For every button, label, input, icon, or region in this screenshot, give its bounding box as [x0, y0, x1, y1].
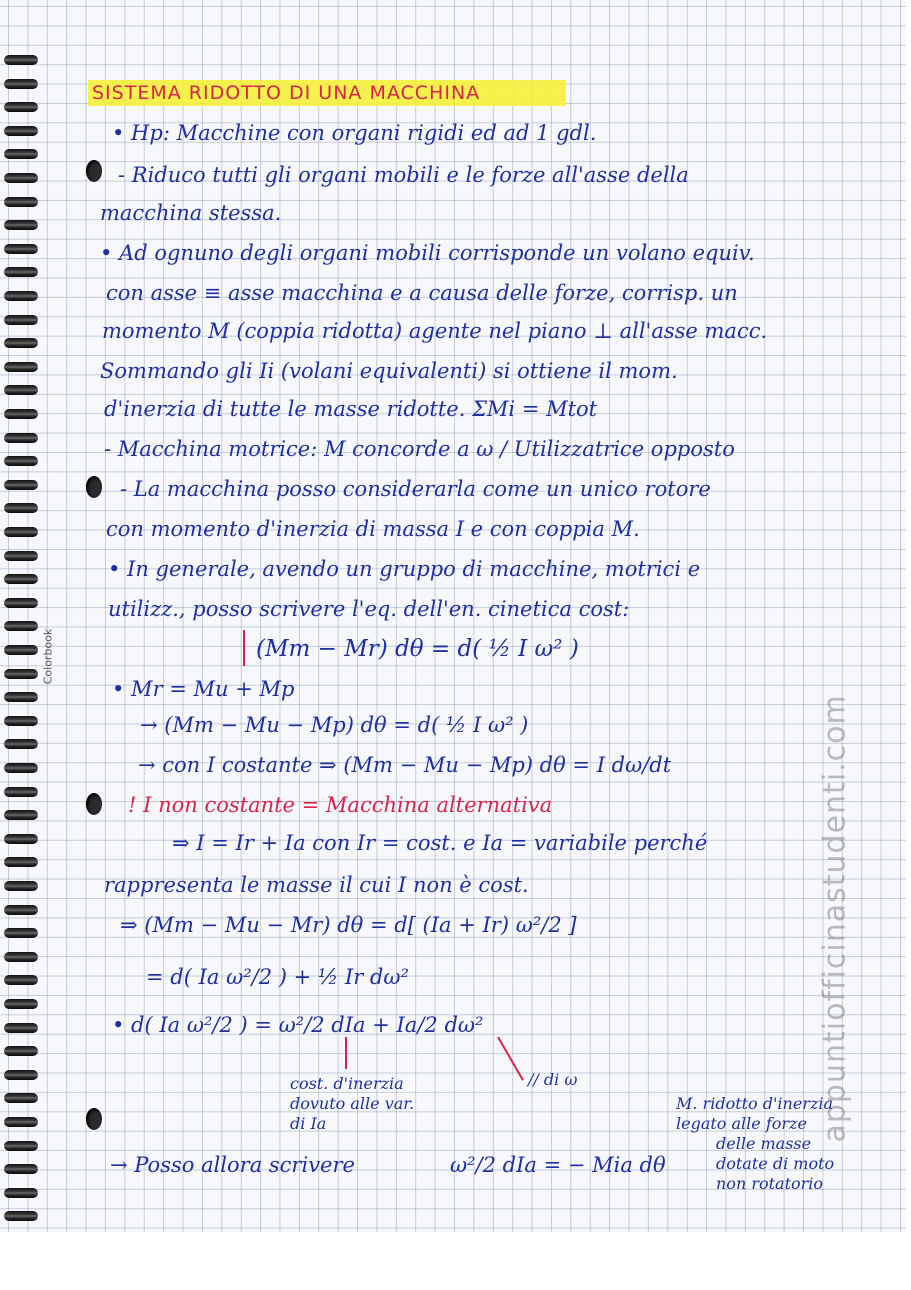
spiral-ring	[4, 55, 38, 65]
equation-energy: (Mm − Mr) dθ = d( ½ I ω² )	[256, 636, 579, 662]
spiral-ring	[4, 409, 38, 419]
spiral-binding	[0, 55, 44, 1235]
punch-hole	[86, 160, 102, 182]
spiral-ring	[4, 79, 38, 89]
spiral-ring	[4, 763, 38, 773]
punch-hole	[86, 1108, 102, 1130]
equation-line: = d( Ia ω²/2 ) + ½ Ir dω²	[146, 965, 409, 989]
punch-hole	[86, 476, 102, 498]
spiral-ring	[4, 975, 38, 985]
annotation-text: M. ridotto d'inerzia	[676, 1094, 834, 1113]
text-line: - Riduco tutti gli organi mobili e le forze all'asse della	[118, 163, 689, 187]
spiral-ring	[4, 1211, 38, 1221]
spiral-ring	[4, 810, 38, 820]
spiral-ring	[4, 551, 38, 561]
spiral-ring	[4, 1141, 38, 1151]
spiral-ring	[4, 1023, 38, 1033]
spiral-ring	[4, 1117, 38, 1127]
spiral-ring	[4, 739, 38, 749]
annotation-text: non rotatorio	[716, 1174, 824, 1193]
text-line: utilizz., posso scrivere l'eq. dell'en. cinetica cost:	[108, 597, 630, 621]
spiral-ring	[4, 338, 38, 348]
annotation-text: legato alle forze	[676, 1114, 807, 1133]
text-line: macchina stessa.	[100, 201, 282, 225]
spiral-ring	[4, 645, 38, 655]
annotation-text: dotate di moto	[716, 1154, 835, 1173]
spiral-ring	[4, 244, 38, 254]
equation-line: → (Mm − Mu − Mp) dθ = d( ½ I ω² )	[140, 713, 529, 737]
annotation-arrow	[345, 1037, 347, 1069]
punch-hole	[86, 793, 102, 815]
spiral-ring	[4, 999, 38, 1009]
spiral-ring	[4, 1164, 38, 1174]
spiral-ring	[4, 220, 38, 230]
spiral-ring	[4, 952, 38, 962]
equation-line: ⇒ (Mm − Mu − Mr) dθ = d[ (Ia + Ir) ω²/2 ]	[120, 913, 577, 937]
spiral-ring	[4, 1070, 38, 1080]
spiral-ring	[4, 433, 38, 443]
page-margin	[906, 0, 911, 1290]
annotation-text: cost. d'inerzia	[290, 1074, 404, 1093]
spiral-ring	[4, 149, 38, 159]
annotation-text: delle masse	[716, 1134, 812, 1153]
equation-line: ⇒ I = Ir + Ia con Ir = cost. e Ia = variabile perché	[172, 831, 708, 855]
annotation-text: // di ω	[528, 1070, 578, 1089]
text-line: con asse ≡ asse macchina e a causa delle forze, corrisp. un	[106, 281, 738, 305]
annotation-arrow	[497, 1037, 524, 1081]
spiral-ring	[4, 102, 38, 112]
text-line: rappresenta le masse il cui I non è cost.	[104, 873, 529, 897]
spiral-ring	[4, 574, 38, 584]
text-line: d'inerzia di tutte le masse ridotte. ΣMi = Mtot	[104, 397, 598, 421]
watermark: appuntiofficinastudenti.com	[817, 694, 853, 1143]
page-title: SISTEMA RIDOTTO DI UNA MACCHINA	[92, 82, 481, 104]
annotation-text: dovuto alle var.	[290, 1094, 415, 1113]
spiral-ring	[4, 834, 38, 844]
text-line: - Macchina motrice: M concorde a ω / Utilizzatrice opposto	[104, 437, 735, 461]
text-line: Sommando gli Ii (volani equivalenti) si ottiene il mom.	[100, 359, 678, 383]
spiral-ring	[4, 503, 38, 513]
text-line: • In generale, avendo un gruppo di macchine, motrici e	[108, 557, 701, 581]
text-line-highlight: ! I non costante = Macchina alternativa	[128, 793, 553, 817]
text-line: momento M (coppia ridotta) agente nel piano ⊥ all'asse macc.	[102, 319, 768, 343]
spiral-ring	[4, 881, 38, 891]
spiral-ring	[4, 621, 38, 631]
text-line: • Ad ognuno degli organi mobili corrisponde un volano equiv.	[100, 241, 755, 265]
spiral-ring	[4, 905, 38, 915]
equation-line: • d( Ia ω²/2 ) = ω²/2 dIa + Ia/2 dω²	[112, 1013, 484, 1037]
annotation-text: di Ia	[290, 1114, 327, 1133]
text-line: con momento d'inerzia di massa I e con coppia M.	[106, 517, 640, 541]
text-line: - La macchina posso considerarla come un unico rotore	[120, 477, 711, 501]
text-line: → Posso allora scrivere	[110, 1153, 355, 1177]
text-line: • Hp: Macchine con organi rigidi ed ad 1 gdl.	[112, 121, 597, 145]
spiral-ring	[4, 173, 38, 183]
spiral-ring	[4, 692, 38, 702]
spiral-ring	[4, 598, 38, 608]
spiral-ring	[4, 126, 38, 136]
spiral-ring	[4, 267, 38, 277]
spiral-ring	[4, 385, 38, 395]
spiral-ring	[4, 1188, 38, 1198]
spiral-ring	[4, 480, 38, 490]
spiral-ring	[4, 291, 38, 301]
spiral-ring	[4, 669, 38, 679]
page-margin	[0, 1232, 911, 1290]
spiral-ring	[4, 787, 38, 797]
equation-line: • Mr = Mu + Mp	[112, 677, 295, 701]
spiral-ring	[4, 1093, 38, 1103]
equation-line: → con I costante ⇒ (Mm − Mu − Mp) dθ = I dω/dt	[138, 753, 672, 777]
spiral-ring	[4, 197, 38, 207]
spiral-ring	[4, 716, 38, 726]
spiral-ring	[4, 1046, 38, 1056]
spiral-ring	[4, 456, 38, 466]
equation-line: ω²/2 dIa = − Mia dθ	[450, 1153, 666, 1177]
spiral-ring	[4, 928, 38, 938]
spiral-ring	[4, 362, 38, 372]
spiral-ring	[4, 527, 38, 537]
brand-logo: Colorbook	[41, 628, 55, 685]
spiral-ring	[4, 315, 38, 325]
spiral-ring	[4, 857, 38, 867]
